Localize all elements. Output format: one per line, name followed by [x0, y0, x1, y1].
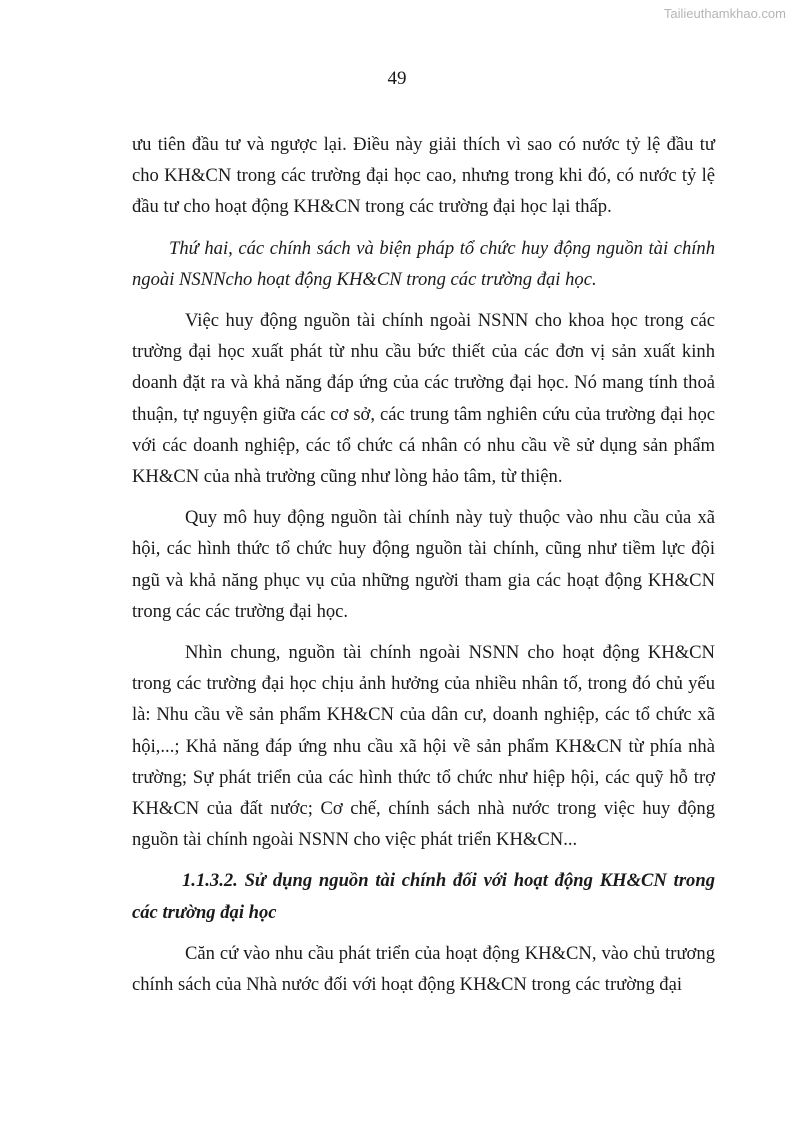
- paragraph-factors: Nhìn chung, nguồn tài chính ngoài NSNN cho hoạt động KH&CN trong các trường đại học chịu ảnh hưởng của nhiều nhân tố, trong đó chủ yếu là: Nhu cầu về sản phẩm KH&CN của dân cư, doanh nghiệp, các tổ chức xã hội,...; Khả năng đáp ứng nhu cầu xã hội về sản phẩm KH&CN từ phía nhà trường; Sự phát triển của các hình thức tổ chức như hiệp hội, các quỹ hỗ trợ KH&CN của đất nước; Cơ chế, chính sách nhà nước trong việc huy động nguồn tài chính ngoài NSNN cho việc phát triển KH&CN...: [132, 642, 715, 851]
- italic-subheading: Thứ hai, các chính sách và biện pháp tổ chức huy động nguồn tài chính ngoài NSNNcho hoạt động KH&CN trong các trường đại học.: [132, 237, 715, 290]
- paragraph-scale: Quy mô huy động nguồn tài chính này tuỳ thuộc vào nhu cầu của xã hội, các hình thức tổ chức huy động nguồn tài chính, cũng như tiềm lực đội ngũ và khả năng phục vụ của những người tham gia các hoạt động KH&CN trong các các trường đại học.: [132, 507, 715, 622]
- page-number: 49: [387, 68, 407, 89]
- paragraph-continuation: ưu tiên đầu tư và ngược lại. Điều này giải thích vì sao có nước tỷ lệ đầu tư cho KH&CN trong các trường đại học cao, nhưng trong khi đó, có nước tỷ lệ đầu tư cho hoạt động KH&CN trong các trường đại học lại thấp.: [132, 134, 715, 218]
- paragraph-mobilization: Việc huy động nguồn tài chính ngoài NSNN cho khoa học trong các trường đại học xuất phát từ nhu cầu bức thiết của các đơn vị sản xuất kinh doanh đặt ra và khả năng đáp ứng của các trường đại học. Nó mang tính thoả thuận, tự nguyện giữa các cơ sở, các trung tâm nghiên cứu của trường đại học với các doanh nghiệp, các tổ chức cá nhân có nhu cầu về sử dụng sản phẩm KH&CN của nhà trường cũng như lòng hảo tâm, từ thiện.: [132, 310, 715, 488]
- document-body: [132, 129, 715, 1000]
- section-heading: 1.1.3.2. Sử dụng nguồn tài chính đối với hoạt động KH&CN trong các trường đại học: [132, 870, 715, 923]
- watermark: Tailieuthamkhao.com: [663, 6, 786, 21]
- paragraph-usage: Căn cứ vào nhu cầu phát triển của hoạt động KH&CN, vào chủ trương chính sách của Nhà nước đối với hoạt động KH&CN trong các trường đại: [132, 942, 715, 996]
